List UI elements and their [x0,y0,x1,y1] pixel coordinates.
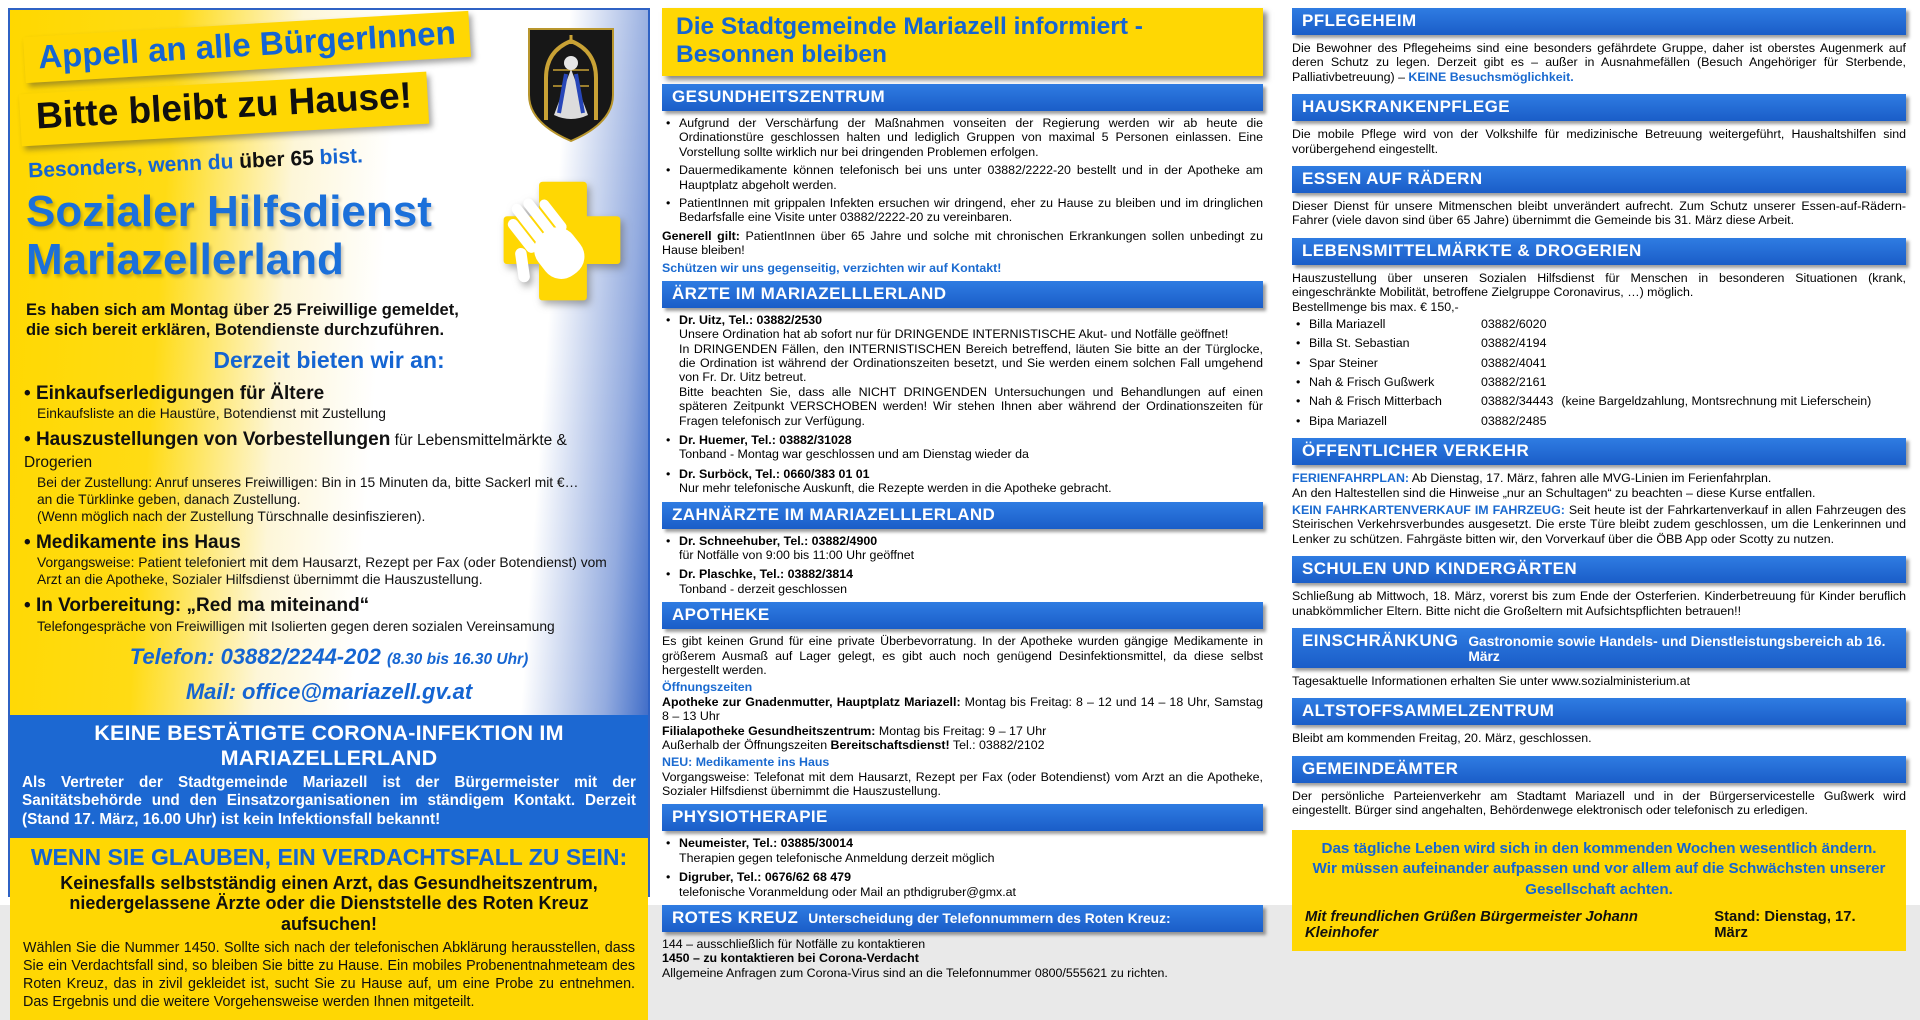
therapist-neumeister [662,836,1263,865]
store-name: • Billa St. Sebastian [1309,336,1410,351]
zahnaerzte-body [662,534,1263,597]
offer-line: an die Türklinke geben, danach Zustellung. [37,491,301,507]
section-heading: EINSCHRÄNKUNG [1302,630,1459,650]
offer-line: Arzt an die Apotheke, Sozialer Hilfsdienst übernimmt die Hauszustellung. [37,572,483,588]
bereitschaft-label: Bereitschaftsdienst! [830,737,950,752]
section-bar-altstoffsammelzentrum [1292,698,1906,725]
essen-body: Dieser Dienst für unsere Mitmenschen bleibt unverändert aufrecht. Zum Schutz unserer Essen-auf-Rädern-Fahrer (viele davon sind über 65 Jahre) übernimmt die Gemeinde bis 31. März diese Arbeit. [1292,198,1906,228]
info-column [662,8,1263,980]
offer-title-suffix: für Lebensmittelmärkte & Drogerien [24,432,567,472]
store-row [1292,414,1906,428]
hours-times: Montag bis Freitag: 9 – 17 Uhr [875,723,1047,738]
section-subheading: Unterscheidung der Telefonnummern des Roten Kreuz: [808,911,1171,927]
store-phone: 03882/34443 [1481,394,1554,409]
therapist-info: Therapien gegen telefonische Anmeldung derzeit möglich [679,850,995,865]
section-bar-gesundheitszentrum [662,84,1263,111]
suspected-case-sub1: Keinesfalls selbstständig einen Arzt, das Gesundheitszentrum, [60,872,598,893]
bullet-item: • Dauermedikamente können telefonisch bei uns unter 03882/2222-20 bestellt und in der Apotheke am Hauptplatz abgeholt werden. [662,163,1263,192]
neu-medikamente-label: NEU: Medikamente ins Haus [662,755,830,770]
banner-bleibt-zu-hause: Bitte bleibt zu Hause! [19,72,429,146]
suspected-case-sub [23,873,635,936]
apotheke-hours2 [662,724,1263,738]
closing-line2: Wir müssen aufeinander aufpassen und vor allem auf die Schwächsten unserer Gesellschaft achten. [1312,860,1886,898]
maerkte-body [1292,271,1906,429]
fahrkartenverkauf-text: Seit heute ist der Fahrkartenverkauf in allen Fahrzeugen des Steirischen Verkehrsverbundes ausgesetzt. Die erste Türe bleibt zudem geschlossen, um die Lenkerinnen und Lenker zu schützen. Fahrgäste bitten wir, den Vorverkauf über die ÖBB App oder Scotty zu nutzen. [1292,503,1906,546]
appeal-panel [8,8,650,1010]
offer-title-text: In Vorbereitung: „Red ma miteinand“ [35,595,370,617]
banner-besonders [28,141,449,184]
section-heading: SCHULEN UND KINDERGÄRTEN [1302,559,1577,579]
section-bar-gemeindeaemter [1292,756,1906,783]
store-row [1292,394,1906,408]
no-infection-heading: KEINE BESTÄTIGTE CORONA-INFEKTION IM MARIAZELLERLAND [94,720,564,770]
doctor-info: Bitte beachten Sie, dass alle NICHT DRINGENDEN Untersuchungen und Behandlungen auf einen späteren Zeitpunkt VERSCHOBEN werden! Wir stehen Ihnen aber während der Ordinationszeiten für Fragen telefonisch zur Verfügung. [679,384,1263,428]
offer-line: Bei der Zustellung: Anruf unseres Freiwilligen: Bin in 15 Minuten da, bitte Sackerl mit €… [37,474,579,490]
store-name: • Nah & Frisch Gußwerk [1309,375,1435,390]
rotes-kreuz-body [662,937,1263,980]
hero-title-block [26,188,648,282]
offer-einkauf [24,383,632,422]
neu-medikamente-text: Vorgangsweise: Telefonat mit dem Hausarzt, Rezept per Fax (oder Botendienst) vom Arzt an die Apotheke, Sozialer Hilfsdienst übernimmt die Hauszustellung. [662,769,1263,799]
mayor-greeting: Mit freundlichen Grüßen Bürgermeister Johann Kleinhofer [1305,909,1638,942]
doctor-name: • Dr. Schneehuber, Tel.: 03882/4900 [679,533,878,548]
offers-heading: Derzeit bieten wir an: [213,346,445,373]
gesundheitszentrum-body [662,116,1263,275]
service-title-line1: Sozialer Hilfsdienst [26,187,432,237]
section-bar-einschraenkung [1292,628,1906,668]
section-heading: HAUSKRANKENPFLEGE [1302,97,1510,117]
offer-title-text: Medikamente ins Haus [35,531,241,553]
mail-contact [10,679,648,705]
offer-line: Einkaufsliste an die Haustüre, Botendienst mit Zustellung [37,406,386,422]
haltestellen-text: An den Haltestellen sind die Hinweise „nur an Schultagen“ zu beachten – diese Kurse entfallen. [1292,485,1816,500]
corona-number-1450: 1450 – zu kontaktieren bei Corona-Verdacht [662,951,919,966]
generell-label: Generell gilt: [662,228,740,243]
therapist-name: • Digruber, Tel.: 0676/62 68 479 [679,870,851,885]
section-bar-rotes-kreuz [662,905,1263,932]
mail-address: Mail: office@mariazell.gv.at [185,678,473,704]
service-title-line2: Mariazellerland [26,234,344,284]
section-bar-oeffentlicher-verkehr [1292,438,1906,465]
fahrkartenverkauf-label: KEIN FAHRKARTENVERKAUF IM FAHRZEUG: [1292,503,1565,518]
section-bar-hauskrankenpflege [1292,94,1906,121]
section-bar-physiotherapie [662,804,1263,831]
doctor-name: • Dr. Plaschke, Tel.: 03882/3814 [679,567,854,582]
hours-name: Filialapotheke Gesundheitszentrum: [662,723,876,738]
bereitschaft-prefix: Außerhalb der Öffnungszeiten [662,737,831,752]
offer-title [24,429,632,473]
services-column [1292,8,1906,951]
doctor-info: In DRINGENDEN Fällen, den INTERNISTISCHEN Bereich betreffend, läuten Sie bitte an der Türglocke, die Ordination ist während der Ordinationszeiten besetzt, und Sie werden einem solchen Fall umgehend von Fr. Dr. Uitz betreut. [679,341,1263,385]
status-date: Stand: Dienstag, 17. März [1714,909,1856,942]
ferienfahrplan-label: FERIENFAHRPLAN: [1292,471,1410,486]
general-number-info: Allgemeine Anfragen zum Corona-Virus sind an die Telefonnummer 0800/555621 zu richten. [662,965,1168,980]
gemeindeaemter-body: Der persönliche Parteienverkehr am Stadtamt Mariazell und in der Bürgerservicestelle Gußwerk wird eingestellt. Bürger sind angehalten, Behördenwege elektronisch oder telefonisch zu erledigen. [1292,788,1906,818]
section-heading: GESUNDHEITSZENTRUM [672,87,886,106]
doctor-surboeck [662,467,1263,496]
suspected-case-heading: WENN SIE GLAUBEN, EIN VERDACHTSFALL ZU SEIN: [30,843,628,870]
store-name: • Nah & Frisch Mitterbach [1309,394,1442,409]
intro-line2: die sich bereit erklären, Botendienste durchzuführen. [26,320,445,339]
besonders-text: Besonders, wenn du [27,150,240,183]
section-heading: APOTHEKE [672,605,770,625]
section-bar-schulen [1292,556,1906,583]
offer-medikamente [24,532,632,588]
section-heading: ESSEN AUF RÄDERN [1302,168,1483,188]
section-heading: GEMEINDEÄMTER [1302,758,1459,778]
suspected-case-sub2: niedergelassene Ärzte oder die Dienststelle des Roten Kreuz aufsuchen! [69,893,589,935]
store-name: • Billa Mariazell [1309,316,1386,331]
therapist-digruber [662,870,1263,899]
pflegeheim-body [1292,41,1906,84]
section-bar-apotheke [662,602,1263,629]
maerkte-max-order: Bestellmenge bis max. € 150,- [1292,299,1459,314]
doctor-huemer [662,433,1263,462]
doctor-schneehuber [662,534,1263,563]
doctor-info: Tonband - Montag war geschlossen und am Dienstag wieder da [679,447,1029,462]
offer-line: (Wenn möglich nach der Zustellung Türschnalle desinfiszieren). [37,508,426,524]
section-heading: PHYSIOTHERAPIE [672,807,828,827]
pflegeheim-no-visits: KEINE Besuchsmöglichkeit. [1408,69,1574,84]
altstoff-body: Bleibt am kommenden Freitag, 20. März, geschlossen. [1292,731,1592,746]
store-phone: 03882/2485 [1481,413,1547,428]
section-heading: ÄRZTE IM MARIAZELLLERLAND [672,283,947,303]
doctor-name: • Dr. Surböck, Tel.: 0660/383 01 01 [679,466,870,481]
therapist-name: • Neumeister, Tel.: 03885/30014 [679,836,854,851]
doctor-info: Unsere Ordination hat ab sofort nur für DRINGENDE INTERNISTISCHE Akut- und Notfälle geöffnet! [679,327,1229,342]
bullet-item: • PatientInnen mit grippalen Infekten ersuchen wir dringend, eher zu Hause zu bleiben und im dringlichen Bedarfsfalle eine Visite unter 03882/2222-20 zu vereinbaren. [662,196,1263,225]
phone-contact [10,644,648,670]
section-heading: ZAHNÄRZTE IM MARIAZELLLERLAND [672,504,996,524]
doctor-name: • Dr. Uitz, Tel.: 03882/2530 [679,312,823,327]
maerkte-intro: Hauszustellung über unseren Sozialen Hilfsdienst für Menschen in besonderen Situationen (krank, eingeschränkte Mobilität, betroffene Zielgruppe Coronavirus, …) möglich. [1292,270,1906,300]
besonders-bist: bist. [313,144,364,171]
closing-message-box [1292,830,1906,952]
physiotherapie-body [662,836,1263,899]
offer-red-ma-miteinand [24,595,632,634]
einschraenkung-body: Tagesaktuelle Informationen erhalten Sie unter www.sozialministerium.at [1292,673,1691,688]
store-phone: 03882/4041 [1481,355,1547,370]
phone-hours: (8.30 bis 16.30 Uhr) [386,650,529,668]
ferienfahrplan-text: Ab Dienstag, 17. März, fahren alle MVG-Linien im Ferienfahrplan. [1409,471,1772,486]
no-infection-body: Als Vertreter der Stadtgemeinde Mariazell ist der Bürgermeister mit der Sanitätsbehörde und den Einsatzorganisationen im ständigem Kontakt. Derzeit (Stand 17. März, 16.00 Uhr) ist kein Infektionsfall bekannt! [22,773,636,828]
aerzte-body [662,313,1263,496]
offer-title-text: Hauszustellungen von Vorbestellungen [35,429,391,451]
offer-title [24,595,632,617]
helping-hand-cross-icon [498,176,626,310]
hauskrankenpflege-body: Die mobile Pflege wird von der Volkshilfe für medizinische Betreuung weitergeführt, Haushaltshilfen sind vorübergehend eingestellt. [1292,127,1906,156]
store-row [1292,336,1906,350]
apotheke-intro: Es gibt keinen Grund für eine private Überbevorratung. In der Apotheke wurden gängige Medikamente in größerem Ausmaß auf Lager gelegt, es gibt auch noch genügend Desinfektionsmittel, da diese selbst hergestellt werden. [662,634,1263,677]
store-row [1292,375,1906,389]
section-bar-essen-auf-raedern [1292,166,1906,193]
offer-line: Telefongespräche von Freiwilligen mit Isolierten gegen deren sozialen Vereinsamung [37,618,555,634]
therapist-info: telefonische Voranmeldung oder Mail an pthdigruber@gmx.at [679,884,1016,899]
section-heading: ALTSTOFFSAMMELZENTRUM [1302,701,1555,721]
section-bar-aerzte [662,281,1263,308]
store-note: (keine Bargeldzahlung, Montsrechnung mit Lieferschein) [1561,394,1872,409]
doctor-name: • Dr. Huemer, Tel.: 03882/31028 [679,433,852,448]
generell-gilt [662,229,1263,258]
store-name: • Bipa Mariazell [1309,413,1387,428]
fahrkartenverkauf [1292,503,1906,546]
suspected-case-body: Wählen Sie die Nummer 1450. Sollte sich nach der telefonischen Abklärung herausstellen, dass Sie ein Verdachtsfall sind, so bleiben Sie bitte zu Hause. Ein mobiles Probenentnahmeteam des Roten Kreuz, das in zivil gekleidet ist, sucht Sie zu Hause auf, um eine Probe zu entnehmen. Das Ergebnis und die weitere Vorgehensweise werden Ihnen mitgeteilt. [23,940,635,1010]
section-heading: LEBENSMITTELMÄRKTE & DROGERIEN [1302,240,1642,260]
bereitschaft-phone: Tel.: 03882/2102 [949,737,1045,752]
hours-name: Apotheke zur Gnadenmutter, Hauptplatz Mariazell: [662,694,961,709]
signature-row [1305,909,1893,941]
doctor-info: Tonband - derzeit geschlossen [679,581,848,596]
mariazell-coat-of-arms-icon [526,26,616,144]
section-heading: ROTES KREUZ [672,908,799,928]
section-bar-lebensmittelmaerkte [1292,238,1906,265]
offer-line: Vorgangsweise: Patient telefoniert mit dem Hausarzt, Rezept per Fax (oder Botendienst) vom [37,555,607,571]
banner-appell: Appell an alle BürgerInnen [23,11,471,83]
intro-line1: Es haben sich am Montag über 25 Freiwillige gemeldet, [26,300,459,319]
store-phone: 03882/2161 [1481,375,1547,390]
offer-hauszustellung [24,429,632,525]
offers-list [24,376,632,635]
offer-title-text: Einkaufserledigungen für Ältere [35,382,325,404]
section-heading: PFLEGEHEIM [1302,11,1417,30]
no-infection-box [10,715,648,838]
doctor-uitz [662,313,1263,428]
column-title: Die Stadtgemeinde Mariazell informiert - Besonnen bleiben [662,8,1263,76]
verkehr-body [1292,471,1906,546]
store-row [1292,317,1906,331]
bullet-item: • Aufgrund der Verschärfung der Maßnahmen vonseiten der Regierung werden wir ab heute die Ordinationstüre geschlossen halten und lediglich Gruppen von maximal 5 Personen einlassen. Eine Vorstellung sollte wirklich nur bei dringenden Problemen erfolgen. [662,116,1263,159]
apotheke-hours1 [662,695,1263,724]
emergency-number-144: 144 – ausschließlich für Notfälle zu kontaktieren [662,937,926,952]
pflegeheim-text: Die Bewohner des Pflegeheims sind eine besonders gefährdete Gruppe, daher ist oberstes Augenmerk auf deren Schutz zu legen. Derzeit gibt es – außer in Ausnahmefällen (Besuch Angehöriger für Sterbende, Palliativbetreuung) – [1292,41,1906,84]
generell-text: PatientInnen über 65 Jahre und solche mit chronischen Erkrankungen sollen unbedingt zu Hause bleiben! [662,228,1263,258]
section-heading: ÖFFENTLICHER VERKEHR [1302,441,1530,461]
ferienfahrplan [1292,471,1906,485]
store-phone: 03882/4194 [1481,336,1547,351]
store-row [1292,356,1906,370]
hours-times: Montag bis Freitag: 8 – 12 und 14 – 18 Uhr, Samstag 8 – 13 Uhr [662,694,1263,724]
store-name: • Spar Steiner [1309,355,1378,370]
offer-title [24,532,632,554]
suspected-case-box [10,838,648,1020]
besonders-ueber-65: über 65 [238,147,315,174]
closing-line1: Das tägliche Leben wird sich in den kommenden Wochen wesentlich ändern. [1321,839,1877,857]
schutz-appeal: Schützen wir uns gegenseitig, verzichten wir auf Kontakt! [662,260,1002,275]
doctor-plaschke [662,567,1263,596]
schulen-body: Schließung ab Mittwoch, 18. März, vorerst bis zum Ende der Osterferien. Kinderbetreuung für Kinder beruflich unabkömmlicher Eltern. Bitte nicht die Großeltern mit Aufsichtspflichten betrauen!! [1292,589,1906,618]
phone-number: Telefon: 03882/2244-202 [129,643,381,669]
oeffnungszeiten-label: Öffnungszeiten [662,680,753,695]
doctor-info: Nur mehr telefonische Auskunft, die Rezepte werden in die Apotheke gebracht. [679,481,1112,496]
section-bar-zahnaerzte [662,502,1263,529]
store-phone: 03882/6020 [1481,316,1547,331]
offer-title [24,383,632,405]
doctor-info: für Notfälle von 9:00 bis 11:00 Uhr geöffnet [679,547,915,562]
apotheke-bereitschaft [662,738,1263,752]
apotheke-body [662,634,1263,798]
section-subheading: Gastronomie sowie Handels- und Dienstleistungsbereich ab 16. März [1468,633,1886,664]
section-bar-pflegeheim [1292,8,1906,35]
